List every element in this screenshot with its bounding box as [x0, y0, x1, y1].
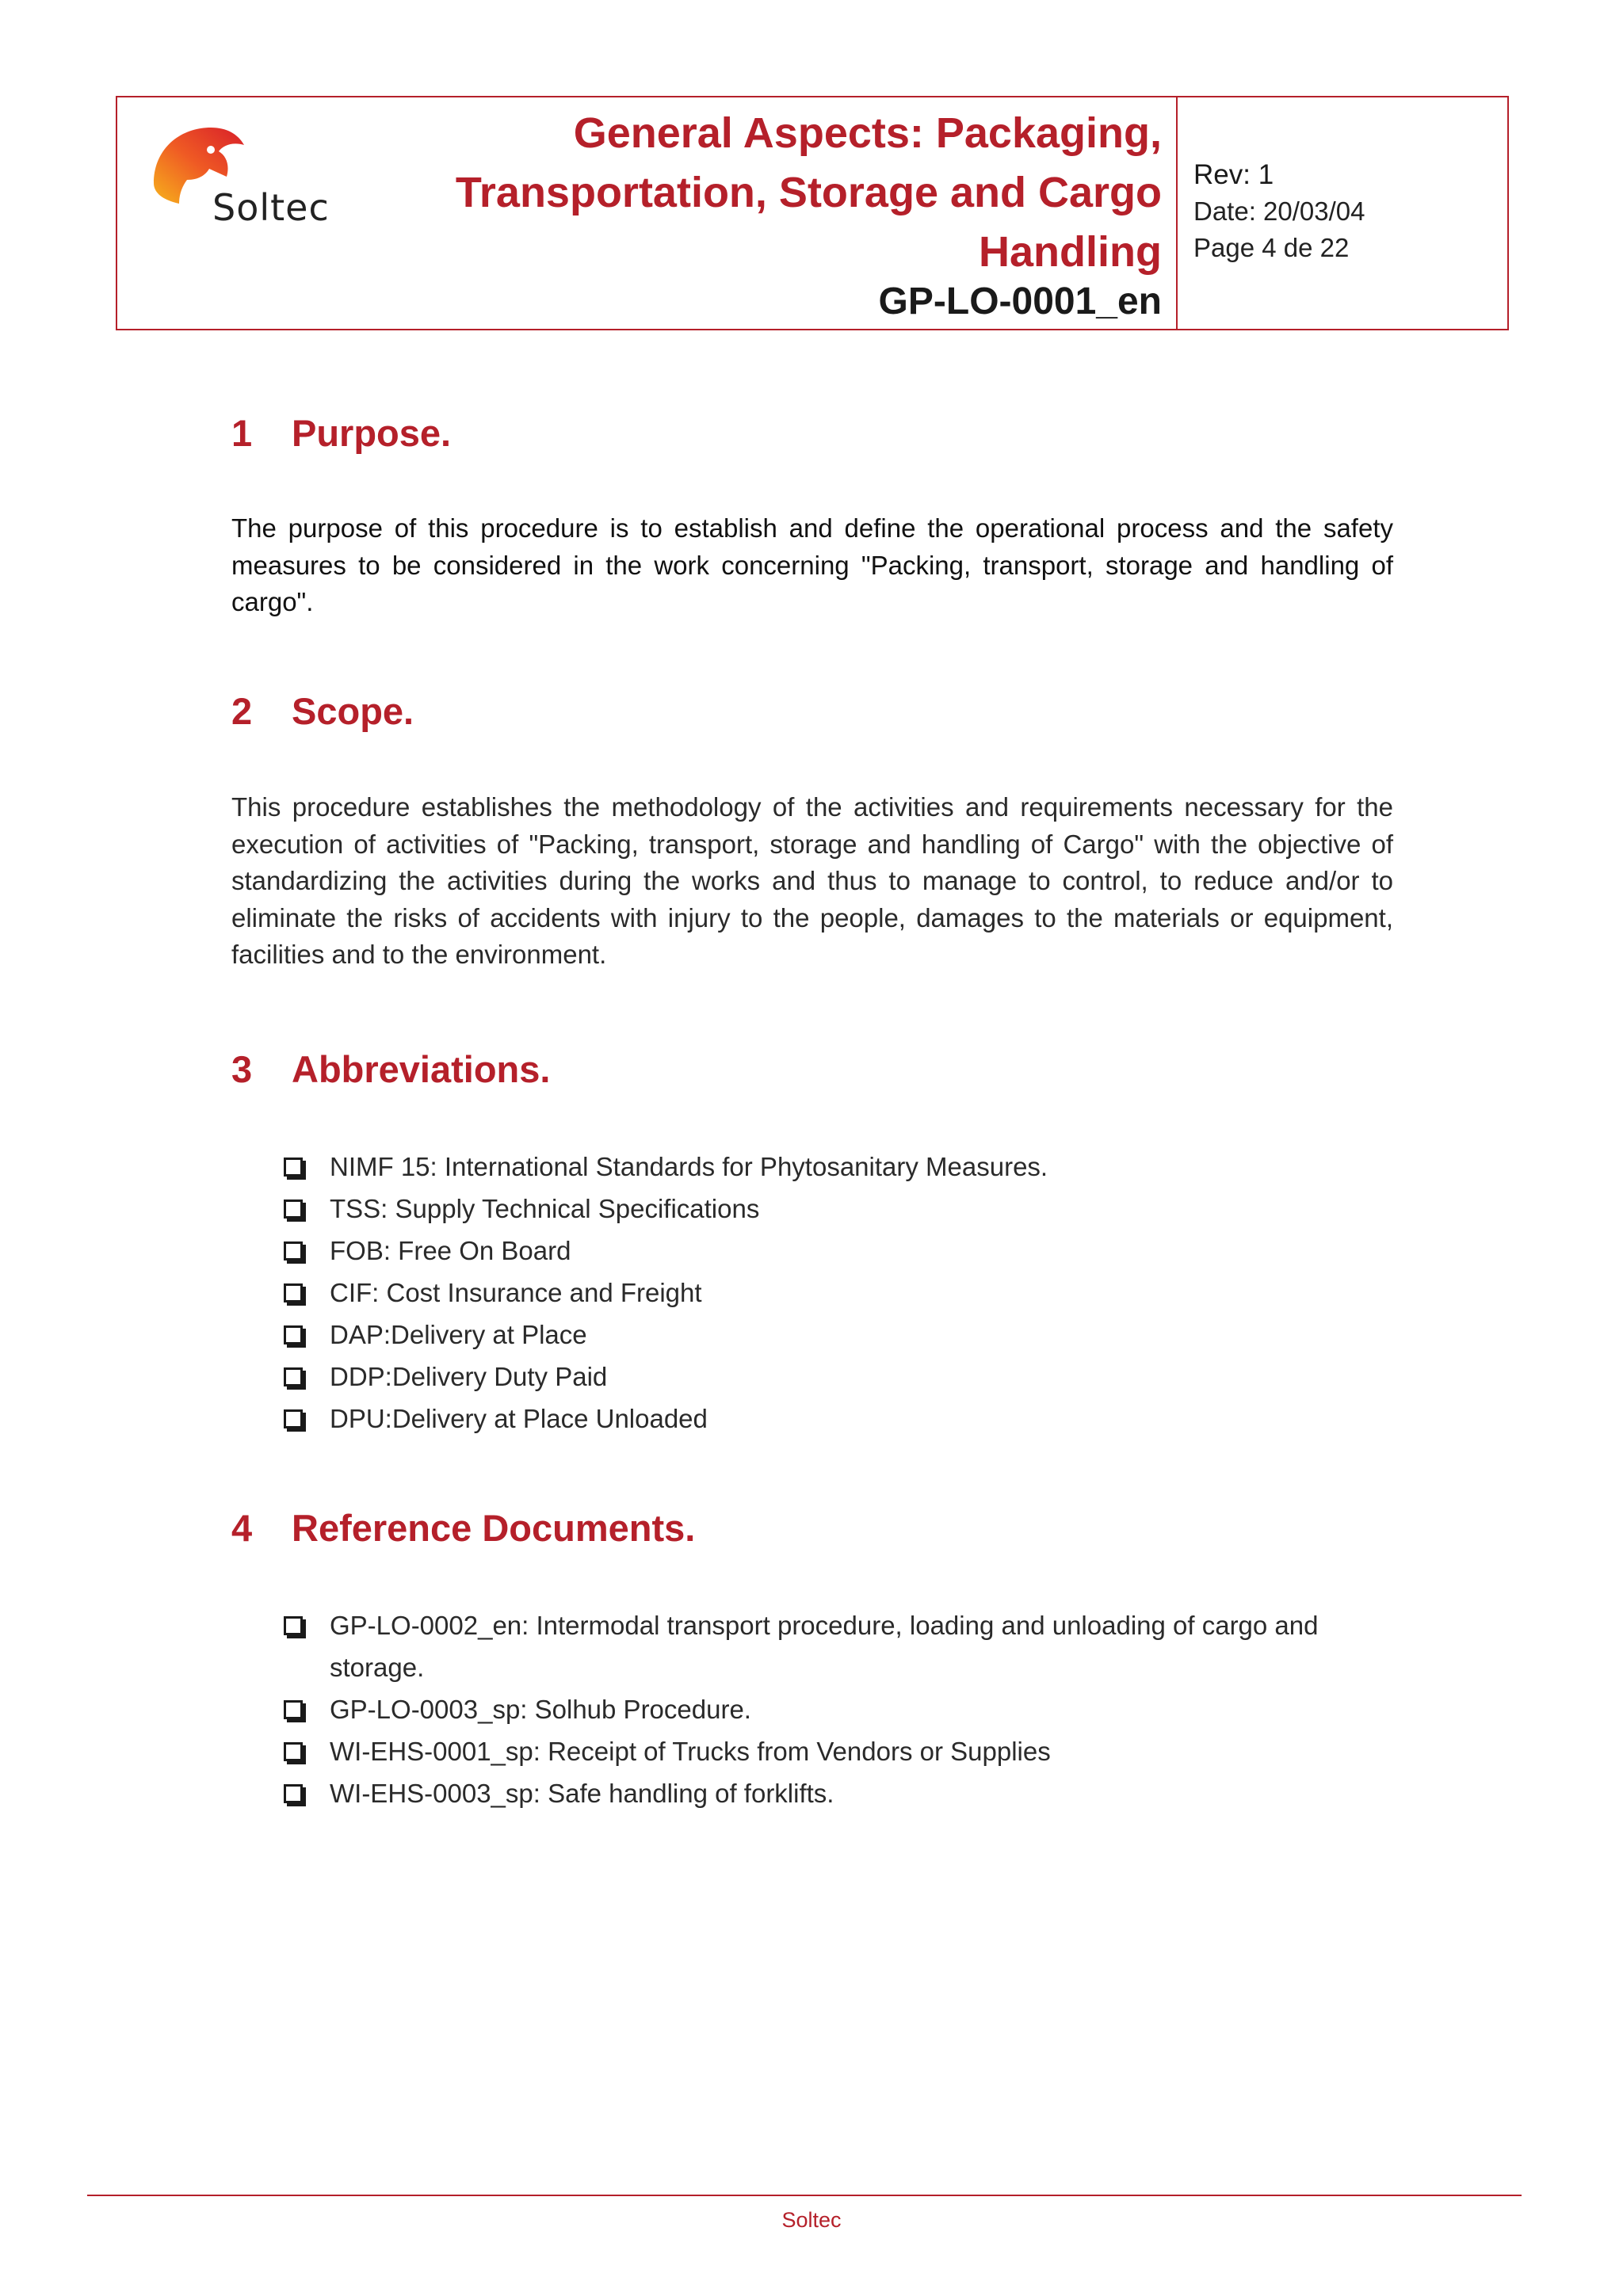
checkbox-icon: [284, 1367, 303, 1386]
list-item-text: CIF: Cost Insurance and Freight: [330, 1278, 702, 1307]
list-item-text: WI-EHS-0001_sp: Receipt of Trucks from Vendors or Supplies: [330, 1737, 1051, 1766]
abbreviations-list: [282, 1146, 1392, 1440]
list-item-text: TSS: Supply Technical Specifications: [330, 1194, 760, 1223]
list-item-text: DAP:Delivery at Place: [330, 1320, 587, 1349]
purpose-paragraph: The purpose of this procedure is to establish and define the operational process and the safety measures to be considered in the work concerning "Packing, transport, storage and handling of cargo".: [231, 513, 1393, 616]
section-number: 1: [231, 412, 253, 454]
section-number: 4: [231, 1507, 253, 1549]
list-item: [282, 1688, 1392, 1730]
list-item: [282, 1230, 1392, 1272]
list-item: [282, 1604, 1392, 1688]
revision-label: Rev: 1: [1193, 159, 1274, 190]
document-title-line: Handling: [979, 228, 1162, 276]
section-heading-purpose: [231, 410, 451, 457]
checkbox-icon: [284, 1409, 303, 1428]
document-header: [116, 96, 1509, 330]
company-logo: [147, 121, 353, 256]
list-item: [282, 1730, 1392, 1772]
list-item-text: WI-EHS-0003_sp: Safe handling of forklifts.: [330, 1779, 834, 1808]
document-title: [401, 104, 1162, 282]
date-label: Date: 20/03/04: [1193, 196, 1365, 226]
section-heading-scope: [231, 688, 414, 735]
document-code: GP-LO-0001_en: [878, 280, 1162, 322]
list-item-text: GP-LO-0003_sp: Solhub Procedure.: [330, 1695, 751, 1724]
list-item: [282, 1146, 1392, 1188]
section-title: Scope.: [292, 690, 414, 732]
scope-paragraph: This procedure establishes the methodology of the activities and requirements necessary for the execution of activities of "Packing, transport, storage and handling of Cargo" with the objective of standardizing the activities during the works and thus to manage to control, to reduce and/or to eliminate the risks of accidents with injury to the people, damages to the materials or equipment, facilities and to the environment.: [231, 792, 1393, 969]
section-title: Purpose.: [292, 412, 452, 454]
checkbox-icon: [284, 1784, 303, 1803]
list-item: [282, 1272, 1392, 1314]
checkbox-icon: [284, 1325, 303, 1344]
list-item: [282, 1314, 1392, 1356]
list-item-text: DDP:Delivery Duty Paid: [330, 1362, 608, 1391]
header-meta-cell: [1178, 97, 1507, 329]
section-heading-reference-documents: [231, 1505, 695, 1552]
page-number-label: Page 4 de 22: [1193, 233, 1350, 262]
checkbox-icon: [284, 1742, 303, 1761]
list-item: [282, 1188, 1392, 1230]
reference-documents-list: [282, 1604, 1392, 1814]
checkbox-icon: [284, 1199, 303, 1219]
checkbox-icon: [284, 1700, 303, 1719]
document-title-line: Transportation, Storage and Cargo: [455, 169, 1162, 216]
checkbox-icon: [284, 1158, 303, 1177]
logo-wordmark: Soltec: [212, 186, 330, 229]
list-item: [282, 1356, 1392, 1398]
checkbox-icon: [284, 1283, 303, 1302]
checkbox-icon: [284, 1241, 303, 1261]
section-title: Abbreviations.: [292, 1048, 551, 1090]
header-title-cell: [117, 97, 1178, 329]
list-item: [282, 1772, 1392, 1814]
footer-divider: [87, 2195, 1522, 2196]
list-item-text: FOB: Free On Board: [330, 1236, 571, 1265]
footer-company-name: Soltec: [781, 2208, 842, 2232]
section-number: 2: [231, 690, 253, 732]
checkbox-icon: [284, 1616, 303, 1635]
section-title: Reference Documents.: [292, 1507, 696, 1549]
document-title-line: General Aspects: Packaging,: [573, 109, 1162, 157]
section-number: 3: [231, 1048, 253, 1090]
section-heading-abbreviations: [231, 1046, 550, 1093]
list-item: [282, 1398, 1392, 1440]
list-item-text: GP-LO-0002_en: Intermodal transport procedure, loading and unloading of cargo and storage.: [330, 1611, 1319, 1682]
list-item-text: NIMF 15: International Standards for Phytosanitary Measures.: [330, 1152, 1048, 1181]
list-item-text: DPU:Delivery at Place Unloaded: [330, 1404, 708, 1433]
